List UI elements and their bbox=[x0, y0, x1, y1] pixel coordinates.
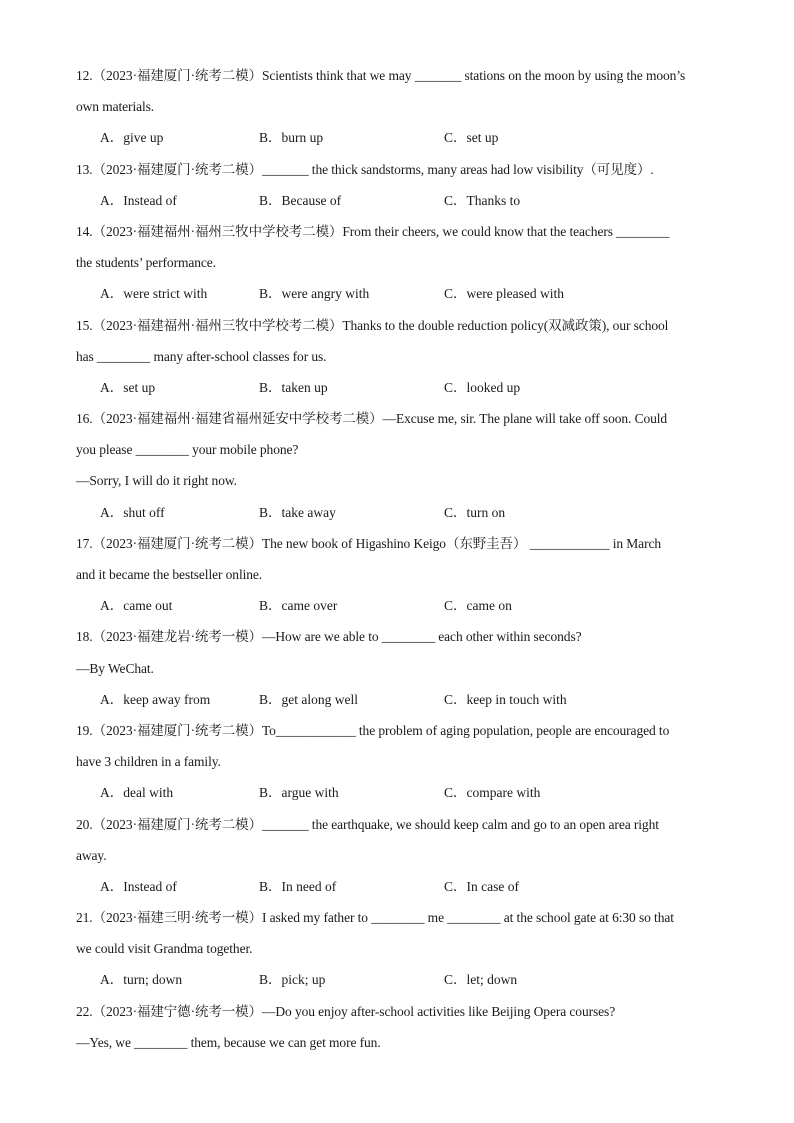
option-c: C．looked up bbox=[444, 379, 521, 395]
question-text-line: you please ________ your mobile phone? bbox=[76, 442, 299, 458]
question-20 bbox=[76, 809, 726, 903]
question-text-line: own materials. bbox=[76, 99, 155, 115]
option-a: A．Instead of bbox=[100, 192, 177, 208]
option-c: C．compare with bbox=[444, 785, 541, 801]
question-text-line: —Yes, we ________ them, because we can get more fun. bbox=[76, 1034, 381, 1050]
question-text-line: —Sorry, I will do it right now. bbox=[76, 473, 237, 489]
option-b: B．Because of bbox=[259, 192, 342, 208]
option-c: C．set up bbox=[444, 130, 499, 146]
worksheet-page bbox=[76, 60, 726, 1058]
question-text-line: 17.（2023·福建厦门·统考二模）The new book of Higashino Keigo（东野圭吾） ____________ in March bbox=[76, 535, 662, 551]
question-text-line: 13.（2023·福建厦门·统考二模）_______ the thick sandstorms, many areas had low visibility（可见度）. bbox=[76, 161, 654, 177]
answer-options bbox=[76, 278, 726, 309]
option-c: C．came on bbox=[444, 598, 512, 614]
option-a: A．set up bbox=[100, 379, 156, 395]
option-c: C．Thanks to bbox=[444, 192, 521, 208]
question-22 bbox=[76, 996, 726, 1058]
option-a: A．keep away from bbox=[100, 691, 211, 707]
question-text-line: and it became the bestseller online. bbox=[76, 567, 263, 582]
question-text-line: away. bbox=[76, 847, 107, 863]
question-text-line: the students’ performance. bbox=[76, 255, 216, 271]
answer-options bbox=[76, 590, 726, 621]
question-text-line: we could visit Grandma together. bbox=[76, 941, 253, 957]
option-c: C．were pleased with bbox=[444, 286, 564, 302]
answer-options bbox=[76, 684, 726, 715]
option-b: B．pick; up bbox=[259, 972, 326, 988]
option-c: C．keep in touch with bbox=[444, 691, 567, 707]
answer-options bbox=[76, 964, 726, 995]
answer-options bbox=[76, 497, 726, 528]
option-a: A．were strict with bbox=[100, 286, 208, 302]
answer-options bbox=[76, 122, 726, 153]
option-b: B．were angry with bbox=[259, 286, 370, 302]
question-text-line: 19.（2023·福建厦门·统考二模）To____________ the problem of aging population, people are encouraged to bbox=[76, 722, 670, 738]
question-text-line: has ________ many after-school classes for us. bbox=[76, 348, 327, 364]
question-16 bbox=[76, 403, 726, 528]
option-a: A．turn; down bbox=[100, 972, 183, 988]
option-b: B．argue with bbox=[259, 785, 339, 801]
question-text-line: 18.（2023·福建龙岩·统考一模）—How are we able to ________ each other within seconds? bbox=[76, 629, 582, 645]
option-c: C．let; down bbox=[444, 972, 518, 988]
option-c: C．In case of bbox=[444, 878, 519, 894]
question-text-line: 14.（2023·福建福州·福州三牧中学校考二模）From their cheers, we could know that the teachers ________ bbox=[76, 223, 670, 239]
question-12 bbox=[76, 60, 726, 154]
question-21 bbox=[76, 902, 726, 996]
option-b: B．take away bbox=[259, 504, 336, 520]
question-17 bbox=[76, 528, 726, 622]
question-19 bbox=[76, 715, 726, 809]
question-text-line: 20.（2023·福建厦门·统考二模）_______ the earthquake, we should keep calm and go to an open area right bbox=[76, 816, 659, 832]
answer-options bbox=[76, 871, 726, 902]
question-text-line: —By WeChat. bbox=[76, 660, 154, 676]
option-a: A．came out bbox=[100, 598, 173, 614]
question-13 bbox=[76, 154, 726, 216]
option-a: A．give up bbox=[100, 130, 164, 146]
answer-options bbox=[76, 185, 726, 216]
option-b: B．In need of bbox=[259, 878, 337, 894]
question-text-line: 22.（2023·福建宁德·统考一模）—Do you enjoy after-school activities like Beijing Opera courses? bbox=[76, 1003, 616, 1019]
question-18 bbox=[76, 621, 726, 715]
question-text-line: 12.（2023·福建厦门·统考二模）Scientists think that we may _______ stations on the moon by using the moon’s bbox=[76, 68, 686, 83]
option-b: B．taken up bbox=[259, 379, 328, 395]
option-a: A．deal with bbox=[100, 785, 174, 801]
option-c: C．turn on bbox=[444, 504, 506, 520]
option-b: B．came over bbox=[259, 598, 338, 614]
answer-options bbox=[76, 777, 726, 808]
option-b: B．burn up bbox=[259, 130, 324, 146]
answer-options bbox=[76, 372, 726, 403]
option-a: A．Instead of bbox=[100, 878, 177, 894]
question-text-line: 15.（2023·福建福州·福州三牧中学校考二模）Thanks to the double reduction policy(双减政策), our school bbox=[76, 317, 669, 333]
option-a: A．shut off bbox=[100, 504, 165, 520]
option-b: B．get along well bbox=[259, 691, 358, 707]
question-15 bbox=[76, 310, 726, 404]
question-text-line: have 3 children in a family. bbox=[76, 754, 221, 770]
question-text-line: 16.（2023·福建福州·福建省福州延安中学校考二模）—Excuse me, sir. The plane will take off soon. Could bbox=[76, 411, 668, 427]
question-14 bbox=[76, 216, 726, 310]
question-text-line: 21.（2023·福建三明·统考一模）I asked my father to ________ me ________ at the school gate at 6:30 so that bbox=[76, 910, 674, 926]
